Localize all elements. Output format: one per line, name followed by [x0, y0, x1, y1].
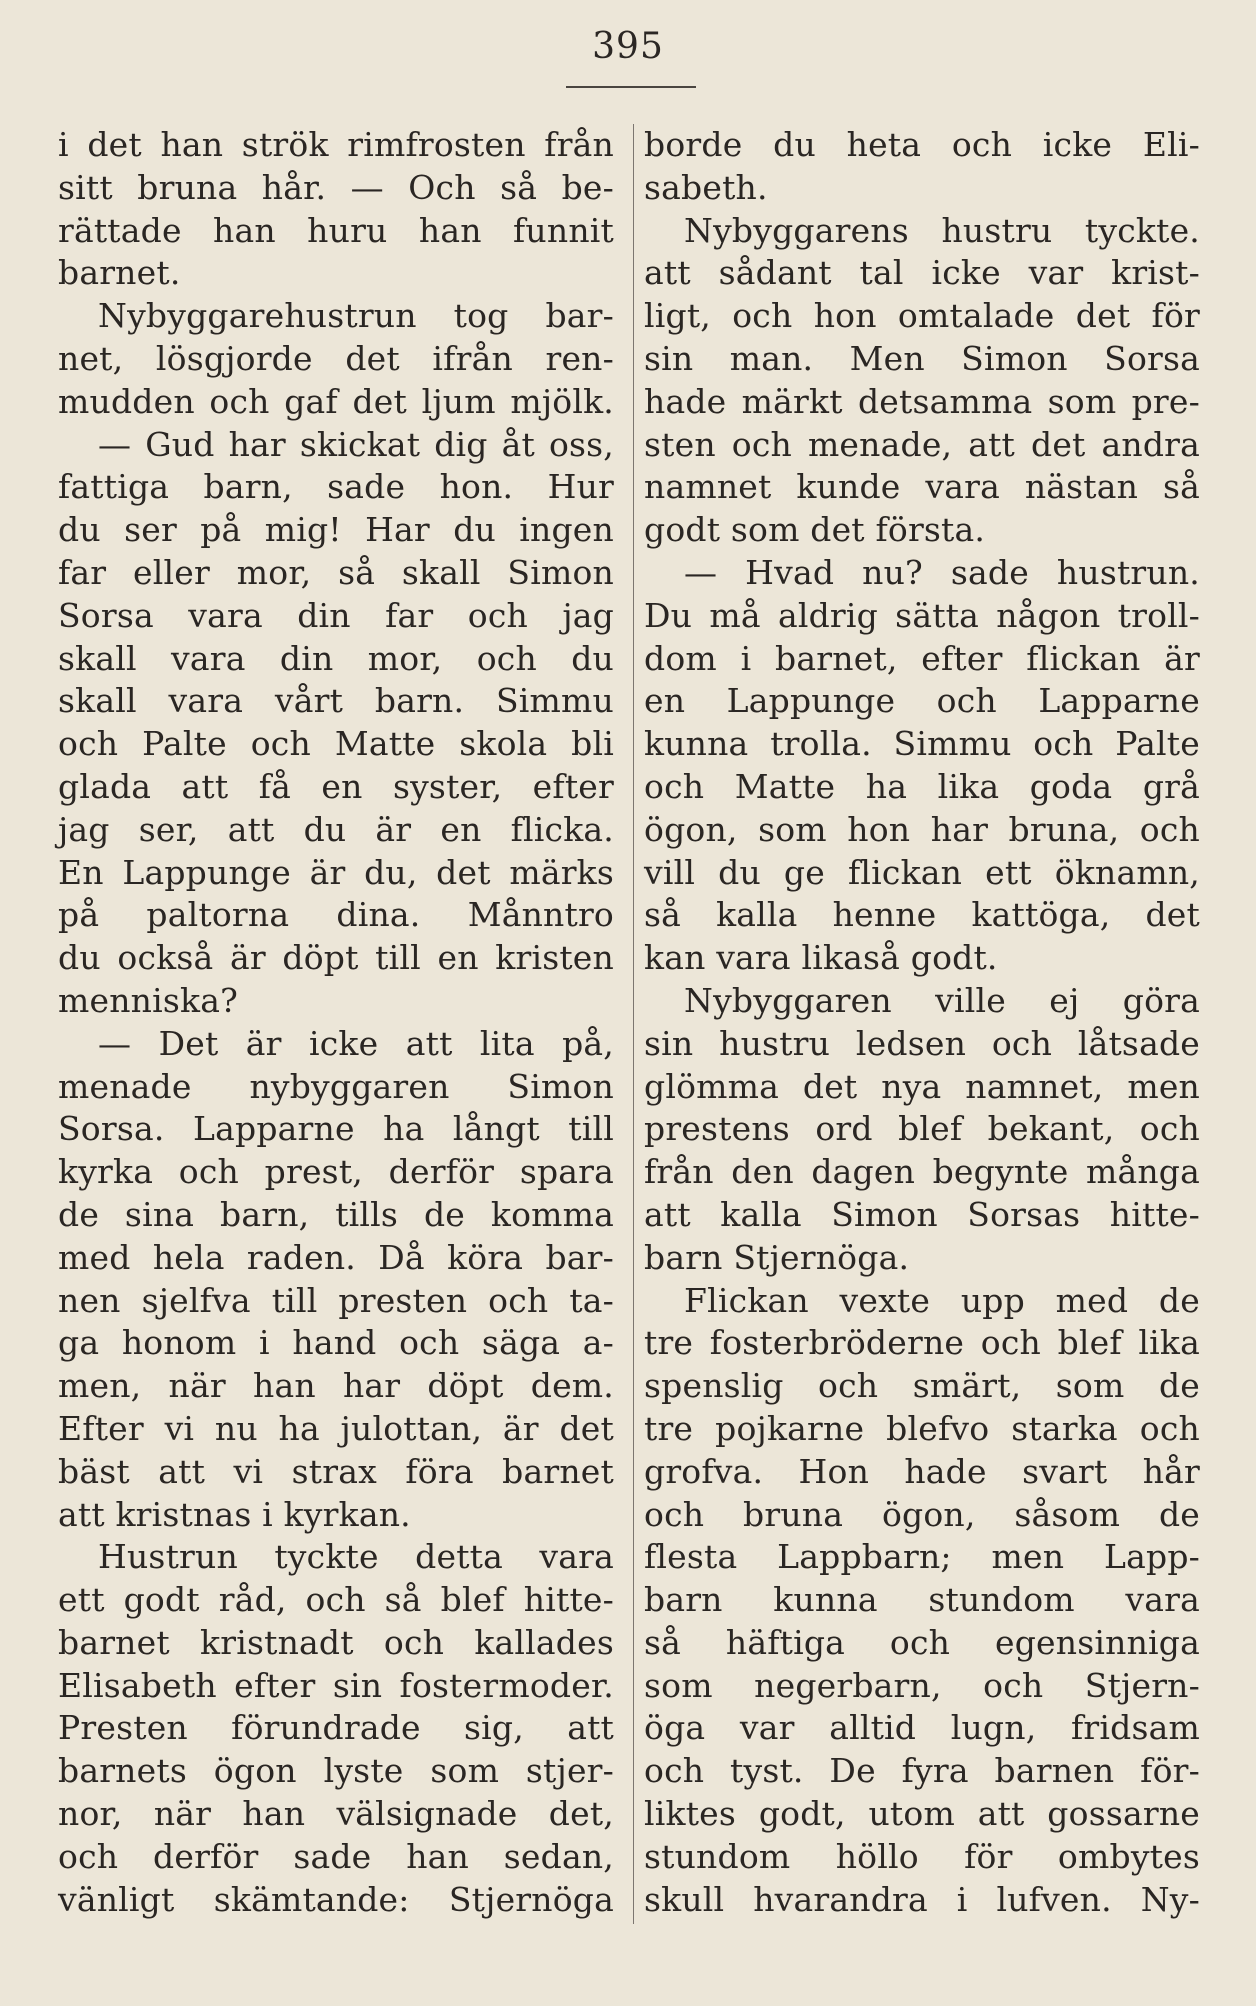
text-line: att kristnas i kyrkan.: [58, 1494, 411, 1534]
text-line: liktes godt, utom att gossarne: [644, 1794, 1200, 1834]
text-line: i det han strök rimfrosten från: [58, 125, 614, 164]
text-line: Presten förundrade sig, att: [58, 1708, 614, 1748]
text-line: flesta Lappbarn; men Lapp-: [644, 1537, 1200, 1577]
text-line: dom i barnet, efter flickan är: [644, 638, 1200, 678]
text-line: och derför sade han sedan,: [58, 1836, 614, 1876]
text-line: du också är döpt till en kristen: [58, 938, 614, 978]
text-line: godt som det första.: [644, 510, 986, 550]
text-line: så kalla henne kattöga, det: [644, 895, 1200, 935]
text-line: och bruna ögon, såsom de: [644, 1494, 1200, 1534]
text-line: de sina barn, tills de komma: [58, 1194, 614, 1234]
text-line: du ser på mig! Har du ingen: [58, 510, 614, 550]
text-line: kan vara likaså godt.: [644, 938, 998, 978]
text-line: Sorsa. Lapparne ha långt till: [58, 1109, 614, 1149]
header-rule: [566, 86, 696, 88]
text-line: — Det är icke att lita på,: [98, 1023, 614, 1063]
text-line: ett godt råd, och så blef hitte-: [58, 1580, 614, 1620]
text-line: Nybyggarens hustru tyckte.: [684, 210, 1200, 250]
text-line: sten och menade, att det andra: [644, 424, 1200, 464]
text-line: barn Stjernöga.: [644, 1237, 910, 1277]
text-line: vill du ge flickan ett öknamn,: [644, 852, 1200, 892]
text-line: Hustrun tyckte detta vara: [98, 1537, 614, 1577]
text-line: skall vara vårt barn. Simmu: [58, 681, 614, 721]
text-line: Nybyggaren ville ej göra: [684, 980, 1200, 1020]
text-line: barn kunna stundom vara: [644, 1580, 1200, 1620]
text-line: Flickan vexte upp med de: [684, 1280, 1200, 1320]
text-line: Du må aldrig sätta någon troll-: [644, 595, 1200, 635]
text-line: barnet kristnadt och kallades: [58, 1622, 614, 1662]
text-line: tre pojkarne blefvo starka och: [644, 1408, 1200, 1448]
text-line: grofva. Hon hade svart hår: [644, 1451, 1200, 1491]
text-line: far eller mor, så skall Simon: [58, 552, 614, 592]
text-line: spenslig och smärt, som de: [644, 1366, 1200, 1406]
text-line: barnets ögon lyste som stjer-: [58, 1751, 614, 1791]
text-line: namnet kunde vara nästan så: [644, 467, 1200, 507]
text-line: rättade han huru han funnit: [58, 210, 614, 250]
text-line: — Gud har skickat dig åt oss,: [98, 424, 614, 464]
text-line: skall vara din mor, och du: [58, 638, 614, 678]
text-line: som negerbarn, och Stjern-: [644, 1665, 1200, 1705]
text-line: En Lappunge är du, det märks: [58, 852, 614, 892]
text-line: nor, när han välsignade det,: [58, 1794, 614, 1834]
left-column: [58, 124, 614, 1921]
text-line: prestens ord blef bekant, och: [644, 1109, 1200, 1149]
text-line: från den dagen begynte många: [644, 1152, 1200, 1192]
text-line: bäst att vi strax föra barnet: [58, 1451, 614, 1491]
text-line: Nybyggarehustrun tog bar-: [98, 296, 614, 336]
column-divider: [633, 124, 634, 1924]
text-line: sin hustru ledsen och låtsade: [644, 1023, 1200, 1063]
text-line: och Palte och Matte skola bli: [58, 724, 614, 764]
text-line: öga var alltid lugn, fridsam: [644, 1708, 1200, 1748]
text-line: barnet.: [58, 253, 181, 293]
text-line: sitt bruna hår. — Och så be-: [58, 167, 614, 207]
text-line: — Hvad nu? sade hustrun.: [684, 552, 1200, 592]
text-line: menade nybyggaren Simon: [58, 1066, 614, 1106]
text-line: sin man. Men Simon Sorsa: [644, 338, 1200, 378]
text-line: jag ser, att du är en flicka.: [58, 809, 614, 849]
text-line: ligt, och hon omtalade det för: [644, 296, 1200, 336]
text-line: tre fosterbröderne och blef lika: [644, 1323, 1200, 1363]
text-line: nen sjelfva till presten och ta-: [58, 1280, 614, 1320]
text-line: sabeth.: [644, 167, 768, 207]
text-line: och tyst. De fyra barnen för-: [644, 1751, 1200, 1791]
page-number: 395: [592, 26, 664, 67]
text-line: ögon, som hon har bruna, och: [644, 809, 1200, 849]
text-line: fattiga barn, sade hon. Hur: [58, 467, 614, 507]
text-line: glömma det nya namnet, men: [644, 1066, 1200, 1106]
text-line: med hela raden. Då köra bar-: [58, 1237, 614, 1277]
text-line: glada att få en syster, efter: [58, 766, 614, 806]
text-line: net, lösgjorde det ifrån ren-: [58, 338, 614, 378]
text-line: hade märkt detsamma som pre-: [644, 381, 1200, 421]
text-line: Efter vi nu ha julottan, är det: [58, 1408, 614, 1448]
text-line: kyrka och prest, derför spara: [58, 1152, 614, 1192]
right-column: [644, 124, 1200, 1921]
text-line: ga honom i hand och säga a-: [58, 1323, 614, 1363]
text-line: stundom höllo för ombytes: [644, 1836, 1200, 1876]
text-line: vänligt skämtande: Stjernöga: [58, 1879, 614, 1919]
text-line: kunna trolla. Simmu och Palte: [644, 724, 1200, 764]
text-line: skull hvarandra i lufven. Ny-: [644, 1879, 1200, 1919]
text-line: och Matte ha lika goda grå: [644, 766, 1200, 806]
text-line: att kalla Simon Sorsas hitte-: [644, 1194, 1200, 1234]
text-line: en Lappunge och Lapparne: [644, 681, 1200, 721]
text-line: menniska?: [58, 980, 238, 1020]
text-line: på paltorna dina. Månntro: [58, 895, 614, 935]
text-line: Elisabeth efter sin fostermoder.: [58, 1665, 614, 1705]
text-line: Sorsa vara din far och jag: [58, 595, 614, 635]
text-line: att sådant tal icke var krist-: [644, 253, 1200, 293]
text-line: borde du heta och icke Eli-: [644, 125, 1200, 164]
text-line: mudden och gaf det ljum mjölk.: [58, 381, 614, 421]
text-line: men, när han har döpt dem.: [58, 1366, 614, 1406]
text-line: så häftiga och egensinniga: [644, 1622, 1200, 1662]
